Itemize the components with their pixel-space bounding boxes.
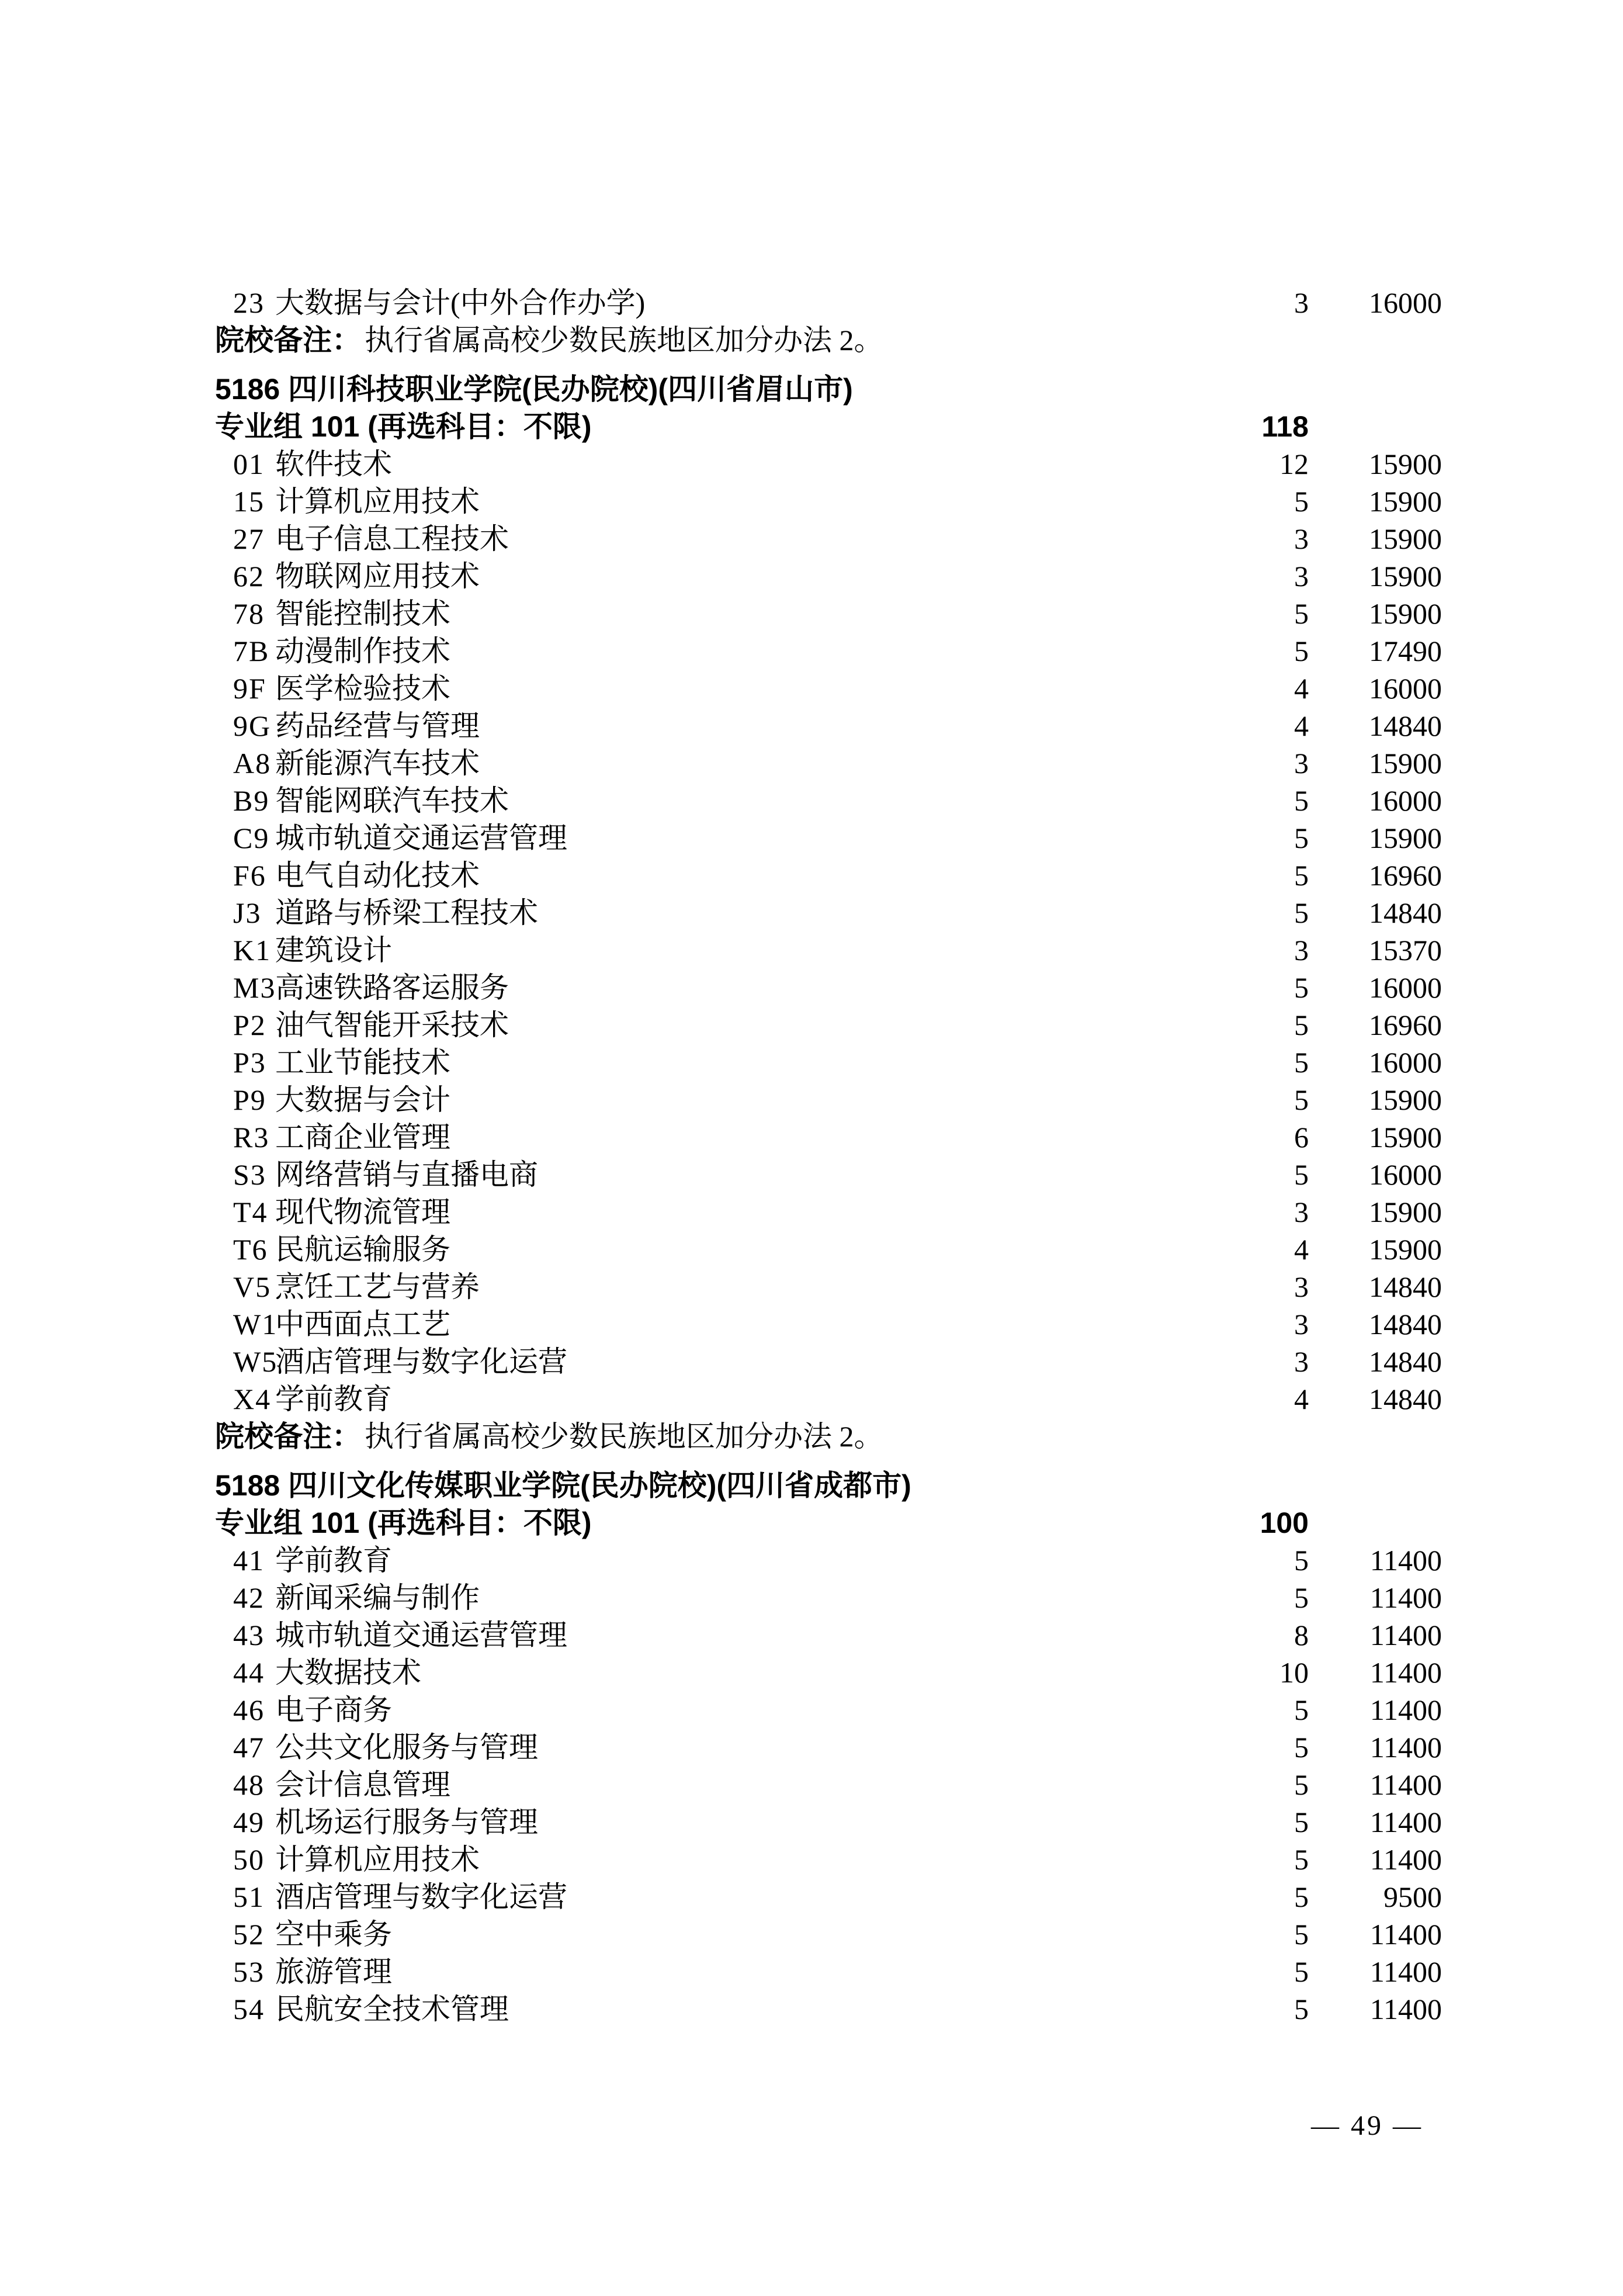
program-row [0, 557, 1623, 595]
program-row [0, 1044, 1623, 1081]
program-code: 50 [233, 1843, 265, 1876]
program-fee: 11400 [1369, 1731, 1442, 1764]
program-quota: 3 [1294, 286, 1309, 319]
program-code: 54 [233, 1993, 265, 2025]
program-row [0, 1841, 1623, 1878]
program-fee: 15900 [1369, 1083, 1442, 1116]
program-fee: 15900 [1369, 485, 1442, 518]
program-fee: 15900 [1369, 822, 1442, 854]
program-fee: 17490 [1369, 635, 1442, 667]
program-name: 电子信息工程技术 [275, 522, 509, 555]
program-row [0, 857, 1623, 894]
program-name: 城市轨道交通运营管理 [275, 822, 567, 854]
program-name: 酒店管理与数字化运营 [275, 1881, 567, 1913]
program-row [0, 1193, 1623, 1231]
school-header: 5188 四川文化传媒职业学院(民办院校)(四川省成都市) [215, 1469, 911, 1502]
program-name: 民航安全技术管理 [275, 1993, 509, 2025]
program-fee: 11400 [1369, 1581, 1442, 1614]
program-name: 新能源汽车技术 [275, 747, 480, 780]
program-name: 网络营销与直播电商 [275, 1158, 538, 1191]
program-fee: 16000 [1369, 286, 1442, 319]
program-row [0, 284, 1623, 321]
program-fee: 15900 [1369, 448, 1442, 480]
program-fee: 16960 [1369, 1009, 1442, 1041]
program-quota: 5 [1294, 1881, 1309, 1913]
program-quota: 5 [1294, 1158, 1309, 1191]
program-quota: 5 [1294, 597, 1309, 630]
program-code: 43 [233, 1619, 265, 1651]
program-row [0, 1878, 1623, 1916]
major-group-quota: 118 [1261, 410, 1309, 443]
program-row [0, 1990, 1623, 2028]
program-fee: 11400 [1369, 1918, 1442, 1951]
program-code: 7B [233, 635, 270, 667]
program-code: 01 [233, 448, 265, 480]
program-fee: 11400 [1369, 1955, 1442, 1988]
program-fee: 11400 [1369, 1843, 1442, 1876]
program-fee: 14840 [1369, 709, 1442, 742]
program-row [0, 1729, 1623, 1766]
program-quota: 3 [1294, 560, 1309, 593]
program-quota: 5 [1294, 1046, 1309, 1079]
program-fee: 14840 [1369, 1383, 1442, 1415]
program-name: 民航运输服务 [275, 1233, 450, 1266]
school-note-text: 执行省属高校少数民族地区加分办法 2。 [365, 1420, 883, 1453]
program-fee: 14840 [1369, 896, 1442, 929]
major-group-header [0, 408, 1623, 445]
program-row [0, 931, 1623, 969]
program-quota: 5 [1294, 1806, 1309, 1838]
school-note [0, 321, 1623, 359]
school-note-text: 执行省属高校少数民族地区加分办法 2。 [365, 324, 883, 356]
program-code: 9G [233, 709, 272, 742]
program-fee: 11400 [1369, 1993, 1442, 2025]
program-quota: 4 [1294, 1383, 1309, 1415]
program-code: 78 [233, 597, 265, 630]
school-note-label: 院校备注： [215, 1420, 361, 1453]
program-row [0, 1803, 1623, 1841]
document-content [0, 284, 1623, 2028]
program-code: M3 [233, 971, 276, 1004]
school-note [0, 1418, 1623, 1455]
program-fee: 11400 [1369, 1806, 1442, 1838]
program-fee: 9500 [1383, 1881, 1442, 1913]
program-code: X4 [233, 1383, 272, 1415]
program-quota: 3 [1294, 1270, 1309, 1303]
program-row [0, 1691, 1623, 1729]
program-code: 48 [233, 1768, 265, 1801]
program-quota: 5 [1294, 896, 1309, 929]
program-quota: 5 [1294, 1544, 1309, 1577]
program-fee: 15900 [1369, 1233, 1442, 1266]
program-fee: 16000 [1369, 1158, 1442, 1191]
program-quota: 5 [1294, 1083, 1309, 1116]
program-code: W5 [233, 1345, 278, 1378]
program-fee: 11400 [1369, 1656, 1442, 1689]
program-quota: 12 [1279, 448, 1309, 480]
program-quota: 4 [1294, 1233, 1309, 1266]
program-row [0, 1156, 1623, 1193]
program-name: 道路与桥梁工程技术 [275, 896, 538, 929]
major-group-quota: 100 [1260, 1507, 1309, 1539]
program-fee: 11400 [1369, 1619, 1442, 1651]
program-quota: 3 [1294, 747, 1309, 780]
program-quota: 5 [1294, 1918, 1309, 1951]
program-code: T4 [233, 1196, 268, 1228]
program-quota: 5 [1294, 822, 1309, 854]
program-quota: 5 [1294, 1955, 1309, 1988]
major-group-header [0, 1504, 1623, 1542]
program-code: 9F [233, 672, 266, 705]
program-code: P2 [233, 1009, 266, 1041]
program-name: 机场运行服务与管理 [275, 1806, 538, 1838]
program-row [0, 1916, 1623, 1953]
major-group-label: 专业组 101 (再选科目：不限) [215, 1507, 592, 1539]
program-name: 软件技术 [275, 448, 392, 480]
program-name: 计算机应用技术 [275, 1843, 480, 1876]
program-name: 公共文化服务与管理 [275, 1731, 538, 1764]
program-row [0, 1305, 1623, 1343]
program-name: 智能网联汽车技术 [275, 784, 509, 817]
program-row [0, 894, 1623, 931]
program-code: 53 [233, 1955, 265, 1988]
program-name: 建筑设计 [275, 934, 392, 967]
program-row [0, 445, 1623, 483]
program-quota: 5 [1294, 1768, 1309, 1801]
program-quota: 8 [1294, 1619, 1309, 1651]
program-code: J3 [233, 896, 262, 929]
program-name: 空中乘务 [275, 1918, 392, 1951]
program-row [0, 670, 1623, 707]
program-row [0, 1118, 1623, 1156]
program-code: 41 [233, 1544, 265, 1577]
program-name: 新闻采编与制作 [275, 1581, 480, 1614]
program-name: 学前教育 [275, 1383, 392, 1415]
program-row [0, 1542, 1623, 1579]
program-code: 49 [233, 1806, 265, 1838]
program-code: C9 [233, 822, 270, 854]
program-name: 现代物流管理 [275, 1196, 450, 1228]
program-row [0, 1268, 1623, 1305]
program-name: 药品经营与管理 [275, 709, 480, 742]
program-fee: 15900 [1369, 1196, 1442, 1228]
program-quota: 5 [1294, 485, 1309, 518]
program-row [0, 632, 1623, 670]
program-code: 51 [233, 1881, 265, 1913]
program-fee: 15900 [1369, 522, 1442, 555]
program-code: 52 [233, 1918, 265, 1951]
page-number: — 49 — [1311, 2110, 1423, 2141]
program-name: 旅游管理 [275, 1955, 392, 1988]
program-code: K1 [233, 934, 272, 967]
program-name: 学前教育 [275, 1544, 392, 1577]
program-code: F6 [233, 859, 266, 892]
program-name: 大数据技术 [275, 1656, 421, 1689]
program-row [0, 1766, 1623, 1803]
program-quota: 5 [1294, 1731, 1309, 1764]
program-row [0, 520, 1623, 557]
program-name: 大数据与会计(中外合作办学) [275, 286, 646, 319]
program-row [0, 1579, 1623, 1616]
program-row [0, 707, 1623, 744]
program-name: 城市轨道交通运营管理 [275, 1619, 567, 1651]
program-name: 智能控制技术 [275, 597, 450, 630]
program-name: 电气自动化技术 [275, 859, 480, 892]
program-code: 27 [233, 522, 265, 555]
program-row [0, 1006, 1623, 1044]
program-row [0, 1343, 1623, 1380]
program-fee: 15900 [1369, 747, 1442, 780]
program-quota: 5 [1294, 1009, 1309, 1041]
program-code: W1 [233, 1308, 278, 1341]
program-quota: 5 [1294, 635, 1309, 667]
program-name: 医学检验技术 [275, 672, 450, 705]
program-name: 中西面点工艺 [275, 1308, 450, 1341]
program-code: 47 [233, 1731, 265, 1764]
program-fee: 16000 [1369, 672, 1442, 705]
program-fee: 16000 [1369, 784, 1442, 817]
program-name: 计算机应用技术 [275, 485, 480, 518]
program-fee: 16000 [1369, 971, 1442, 1004]
program-fee: 14840 [1369, 1270, 1442, 1303]
program-code: 46 [233, 1694, 265, 1726]
program-quota: 5 [1294, 1694, 1309, 1726]
school-header: 5186 四川科技职业学院(民办院校)(四川省眉山市) [215, 373, 853, 406]
program-name: 高速铁路客运服务 [275, 971, 509, 1004]
program-fee: 11400 [1369, 1694, 1442, 1726]
program-fee: 15900 [1369, 560, 1442, 593]
program-quota: 6 [1294, 1121, 1309, 1154]
program-name: 烹饪工艺与营养 [275, 1270, 480, 1303]
program-quota: 3 [1294, 522, 1309, 555]
school-note-label: 院校备注： [215, 324, 361, 356]
program-fee: 11400 [1369, 1544, 1442, 1577]
program-name: 会计信息管理 [275, 1768, 450, 1801]
program-quota: 3 [1294, 1345, 1309, 1378]
program-row [0, 1380, 1623, 1418]
major-group-label: 专业组 101 (再选科目：不限) [215, 410, 592, 443]
program-fee: 15900 [1369, 1121, 1442, 1154]
program-fee: 16960 [1369, 859, 1442, 892]
program-row [0, 1953, 1623, 1990]
program-name: 工商企业管理 [275, 1121, 450, 1154]
program-quota: 10 [1279, 1656, 1309, 1689]
program-quota: 4 [1294, 672, 1309, 705]
program-code: A8 [233, 747, 272, 780]
program-name: 工业节能技术 [275, 1046, 450, 1079]
program-fee: 14840 [1369, 1308, 1442, 1341]
program-fee: 15900 [1369, 597, 1442, 630]
program-name: 油气智能开采技术 [275, 1009, 509, 1041]
program-row [0, 483, 1623, 520]
program-row [0, 782, 1623, 819]
program-row [0, 969, 1623, 1006]
program-row [0, 819, 1623, 857]
program-code: R3 [233, 1121, 270, 1154]
program-code: S3 [233, 1158, 266, 1191]
program-name: 物联网应用技术 [275, 560, 480, 593]
program-code: B9 [233, 784, 270, 817]
program-row [0, 1654, 1623, 1691]
program-code: 23 [233, 286, 265, 319]
program-code: P9 [233, 1083, 266, 1116]
program-code: P3 [233, 1046, 266, 1079]
program-quota: 3 [1294, 934, 1309, 967]
program-code: 42 [233, 1581, 265, 1614]
program-name: 电子商务 [275, 1694, 392, 1726]
program-fee: 16000 [1369, 1046, 1442, 1079]
program-fee: 11400 [1369, 1768, 1442, 1801]
program-name: 动漫制作技术 [275, 635, 450, 667]
program-code: T6 [233, 1233, 268, 1266]
program-code: 44 [233, 1656, 265, 1689]
program-name: 酒店管理与数字化运营 [275, 1345, 567, 1378]
program-quota: 5 [1294, 1843, 1309, 1876]
program-quota: 3 [1294, 1308, 1309, 1341]
program-code: V5 [233, 1270, 272, 1303]
program-name: 大数据与会计 [275, 1083, 450, 1116]
program-quota: 4 [1294, 709, 1309, 742]
program-code: 15 [233, 485, 265, 518]
program-row [0, 595, 1623, 632]
program-row [0, 1616, 1623, 1654]
program-fee: 14840 [1369, 1345, 1442, 1378]
program-row [0, 1231, 1623, 1268]
program-quota: 5 [1294, 859, 1309, 892]
program-quota: 5 [1294, 1581, 1309, 1614]
program-quota: 3 [1294, 1196, 1309, 1228]
program-quota: 5 [1294, 784, 1309, 817]
program-fee: 15370 [1369, 934, 1442, 967]
program-code: 62 [233, 560, 265, 593]
program-row [0, 744, 1623, 782]
program-row [0, 1081, 1623, 1118]
program-quota: 5 [1294, 1993, 1309, 2025]
program-quota: 5 [1294, 971, 1309, 1004]
